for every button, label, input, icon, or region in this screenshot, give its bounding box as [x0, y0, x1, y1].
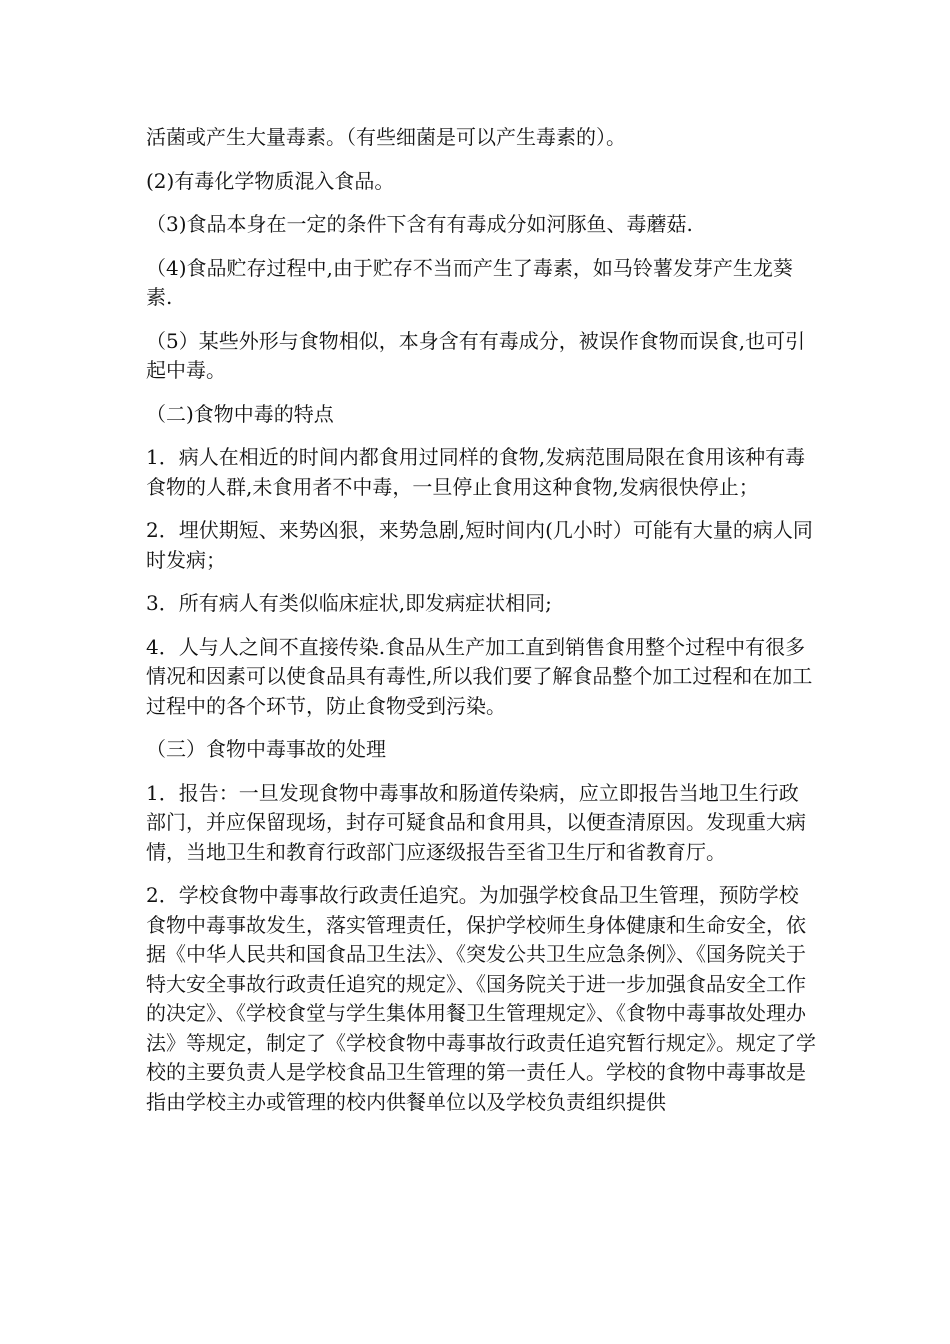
- section-heading-2: （二)食物中毒的特点: [146, 401, 334, 426]
- paragraph-13: 2．学校食物中毒事故行政责任追究。为加强学校食品卫生管理，预防学校食物中毒事故发生，落实管理责任，保护学校师生身体健康和生命安全，依据《中华人民共和国食品卫生法》、《突发公共卫生应急条例》、《国务院关于特大安全事故行政责任追究的规定》、《国务院关于进一步加强食品安全工作的决定》、《学校食堂与学生集体用餐卫生管理规定》、《食物中毒事故处理办法》等规定，制定了《学校食物中毒事故行政责任追究暂行规定》。规定了学校的主要负责人是学校食品卫生管理的第一责任人。学校的食物中毒事故是指由学校主办或管理的校内供餐单位以及学校负责组织提供: [146, 883, 816, 1114]
- paragraph-12: 1．报告：一旦发现食物中毒事故和肠道传染病，应立即报告当地卫生行政部门，并应保留现场，封存可疑食品和食用具，以便查清原因。发现重大病情，当地卫生和教育行政部门应逐级报告至省卫生厅和省教育厅。: [146, 780, 806, 864]
- paragraph-2: (2)有毒化学物质混入食品。: [146, 168, 395, 193]
- document-body: [146, 123, 818, 1131]
- paragraph-9: 3．所有病人有类似临床症状,即发病症状相同;: [146, 591, 552, 615]
- paragraph-10: 4．人与人之间不直接传染.食品从生产加工直到销售食用整个过程中有很多情况和因素可以使食品具有毒性,所以我们要了解食品整个加工过程和在加工过程中的各个环节，防止食物受到污染。: [146, 634, 813, 718]
- paragraph-5: （5）某些外形与食物相似，本身含有有毒成分，被误作食物而误食,也可引起中毒。: [146, 328, 806, 382]
- paragraph-4: （4)食品贮存过程中,由于贮存不当而产生了毒素，如马铃薯发芽产生龙葵素.: [146, 255, 793, 309]
- paragraph-1: 活菌或产生大量毒素。（有些细菌是可以产生毒素的）。: [146, 125, 626, 149]
- paragraph-7: 1．病人在相近的时间内都食用过同样的食物,发病范围局限在食用该种有毒食物的人群,未食用者不中毒，一旦停止食用这种食物,发病很快停止；: [146, 445, 806, 499]
- paragraph-3: （3)食品本身在一定的条件下含有有毒成分如河豚鱼、毒蘑菇.: [146, 212, 693, 236]
- paragraph-8: 2．埋伏期短、来势凶狠，来势急剧,短时间内(几小时）可能有大量的病人同时发病；: [146, 518, 813, 572]
- section-heading-3: （三）食物中毒事故的处理: [146, 737, 386, 761]
